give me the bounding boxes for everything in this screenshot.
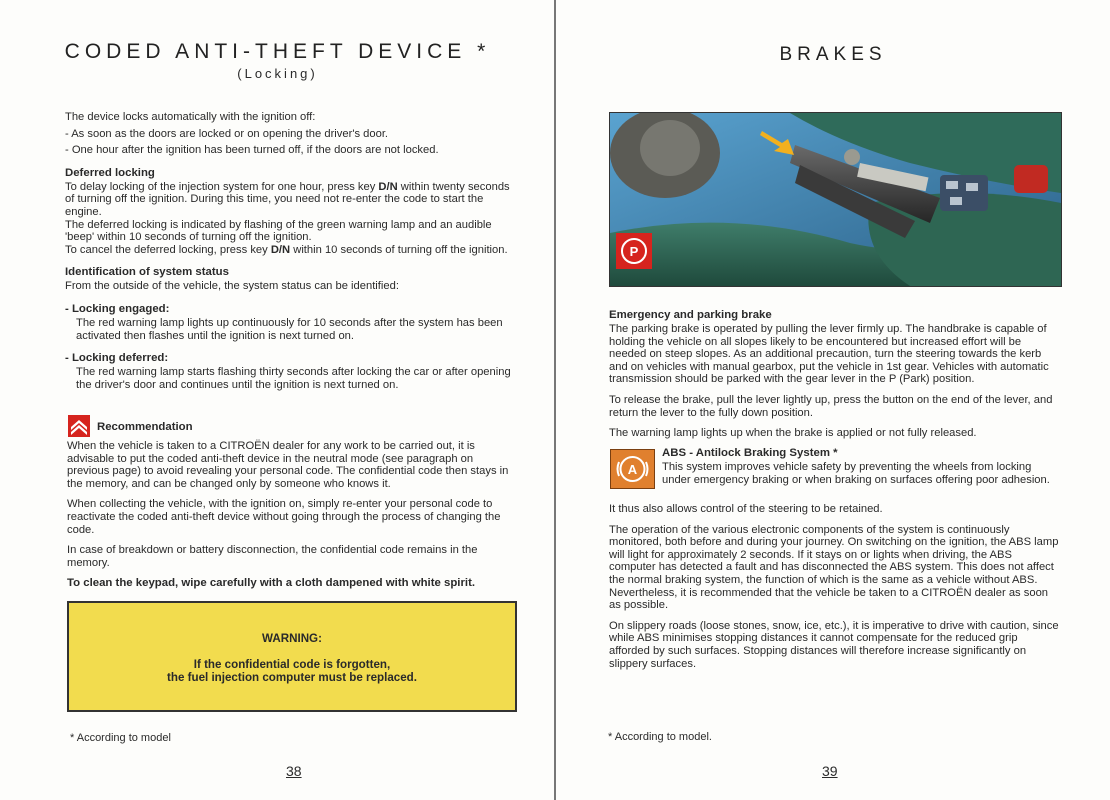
recommendation-block [67, 440, 518, 595]
warning-text [69, 658, 515, 684]
emergency-brake-heading: Emergency and parking brake [609, 309, 772, 321]
page-subtitle: (Locking) [237, 66, 318, 81]
handbrake-photo [609, 112, 1062, 287]
warning-line-1: If the confidential code is forgotten, [193, 658, 391, 671]
identification-heading: Identification of system status [65, 266, 229, 279]
recommendation-heading: Recommendation [97, 421, 193, 433]
warning-title: WARNING: [262, 632, 322, 645]
abs-heading: ABS - Antilock Braking System * [662, 447, 838, 459]
page-title: CODED ANTI-THEFT DEVICE * [64, 40, 491, 63]
abs-text-2: It thus also allows control of the steering to be retained. [609, 503, 883, 515]
identification-text: From the outside of the vehicle, the system status can be identified: [65, 280, 399, 293]
page-title: BRAKES [779, 44, 887, 65]
abs-text-1: This system improves vehicle safety by preventing the wheels from locking under emergency braking or when braking on surfaces offering poor adhesion. [662, 461, 1050, 486]
page-number: 38 [286, 763, 302, 779]
emergency-brake-text-2: To release the brake, pull the lever lightly up, press the button on the end of the lever, and return the lever to the fully down position. [609, 393, 1053, 419]
locking-engaged-heading: - Locking engaged: [65, 302, 170, 315]
deferred-locking-heading: Deferred locking [65, 166, 155, 179]
recommendation-text-2: When collecting the vehicle, with the ignition on, simply re-enter your personal code to reactivate the coded anti-theft device without going through the process of changing the code. [67, 498, 501, 536]
locking-deferred-heading: - Locking deferred: [65, 352, 169, 365]
footnote: * According to model [70, 732, 171, 744]
deferred-locking-text-1: To delay locking of the injection system for one hour, press key D/N within twenty seconds of turning off the ignition. During this time, you need not re-enter the code to start the engine. [65, 180, 510, 218]
svg-text:A: A [627, 462, 638, 477]
svg-text:P: P [629, 244, 639, 259]
recommendation-text-3: In case of breakdown or battery disconnection, the confidential code remains in the memory. [67, 544, 478, 569]
deferred-locking-text-3: To cancel the deferred locking, press key D/N within 10 seconds of turning off the ignition. [65, 243, 508, 256]
abs-text-4: On slippery roads (loose stones, snow, ice, etc.), it is imperative to drive with caution, since while ABS minimises stopping distances it cannot compensate for the reduced grip afforded by such surfaces. Stopping distances will therefore increase significantly on slippery surfaces. [609, 619, 1059, 670]
emergency-brake-text-3: The warning lamp lights up when the brake is applied or not fully released. [609, 427, 977, 440]
recommendation-text-1: When the vehicle is taken to a CITROËN dealer for any work to be carried out, it is advisable to put the coded anti-theft device in the neutral mode (see paragraph on previous page) to avoid revealing your personal code. The confidential code then stays in the memory, and can be changed only by someone who knows it. [67, 440, 509, 490]
emergency-brake-text-1: The parking brake is operated by pulling the lever firmly up. The handbrake is capable of holding the vehicle on all slopes likely to be encountered but increased effort will be needed on steep slopes. As an additional precaution, turn the steering towards the kerb and on vehicles with manual gearbox, put the vehicle in 1st gear. Vehicles with automatic transmission should be parked with the gear lever in the P (Park) position. [609, 323, 1049, 386]
abs-intro-block [662, 447, 1060, 491]
locking-engaged-text: The red warning lamp lights up continuously for 10 seconds after the system has been activated then flashes until the ignition is next turned on. [76, 316, 503, 342]
intro-text: The device locks automatically with the ignition off: [65, 111, 316, 123]
intro-bullet-1: - As soon as the doors are locked or on opening the driver's door. [65, 127, 389, 140]
emergency-brake-block [609, 309, 1059, 445]
abs-lamp-icon [610, 449, 655, 489]
warning-box [67, 601, 517, 712]
warning-line-2: the fuel injection computer must be replaced. [167, 671, 417, 684]
footnote: * According to model. [608, 731, 712, 743]
intro-bullet-2: - One hour after the ignition has been turned off, if the doors are not locked. [65, 144, 439, 157]
intro-block [65, 111, 517, 396]
abs-text-3: The operation of the various electronic components of the system is continuously monitored, both before and during your journey. On switching on the ignition, the ABS lamp will light for approximately 2 seconds. If it stays on or lights when driving, the ABS computer has detected a fault and has disconnected the ABS system. This does not affect the normal braking system, the function of which is the same as a vehicle without ABS. Nevertheless, it is recommended that the vehicle be taken to a CITROËN dealer as soon as possible. [609, 523, 1059, 612]
abs-details-block [609, 503, 1059, 675]
locking-deferred-text: The red warning lamp starts flashing thirty seconds after locking the car or after opening the driver's door and continues until the ignition is next turned on. [76, 366, 511, 391]
deferred-locking-text-2: The deferred locking is indicated by flashing of the green warning lamp and an audible 'beep' within 10 seconds of turning off the ignition. [65, 218, 492, 244]
keypad-cleaning-text: To clean the keypad, wipe carefully with a cloth dampened with white spirit. [67, 577, 476, 590]
page-number: 39 [822, 763, 838, 779]
right-page [556, 0, 1110, 800]
warning-chevron-icon [68, 415, 90, 437]
